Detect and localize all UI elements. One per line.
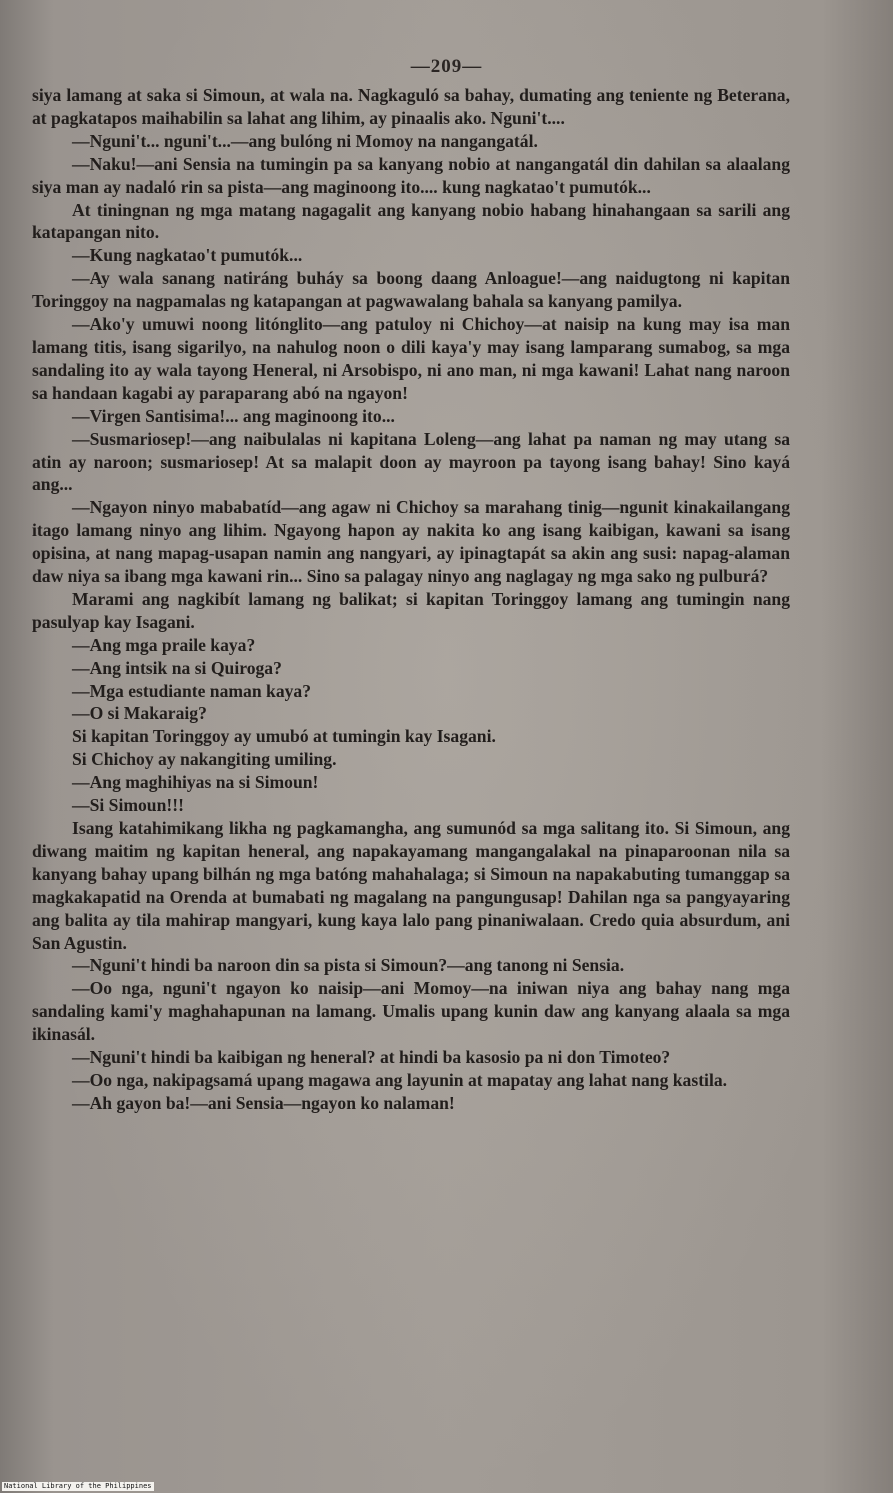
- paragraph: —Mga estudiante naman kaya?: [72, 680, 312, 701]
- page-body-text: [32, 84, 790, 1115]
- paragraph: —Ako'y umuwi noong litónglito—ang patuloy ni Chichoy—at naisip na kung may isa man lamang titis, isang sigarilyo, na nahulog noon o dili kaya'y may isang lamparang sumabog, sa mga sandaling ito ay wala tayong Heneral, ni Arsobispo, ni ano man, ni mga kawani! Lahat nang naroon sa handaan kagabi ay paraparang abó na ngayon!: [32, 314, 790, 403]
- paragraph: Marami ang nagkibít lamang ng balikat; si kapitan Toringgoy lamang ang tumingin nang pasulyap kay Isagani.: [32, 588, 790, 632]
- paragraph: —Susmariosep!—ang naibulalas ni kapitana Loleng—ang lahat pa naman ng may utang sa atin ay naroon; susmariosep! At sa malapit doon ay mayroon pa tayong isang bahay! Sino kayá ang...: [32, 428, 790, 495]
- paragraph: Si Chichoy ay nakangiting umiling.: [72, 749, 337, 770]
- paragraph: siya lamang at saka si Simoun, at wala na. Nagkaguló sa bahay, dumating ang teniente ng Beterana, at pagkatapos maihabilin sa lahat ang lihim, ay pinaalis ako. Nguni't....: [32, 85, 790, 128]
- paragraph: —Virgen Santisima!... ang maginoong ito...: [72, 405, 395, 426]
- library-credit: National Library of the Philippines: [4, 1482, 152, 1490]
- paragraph: —Ang mga praile kaya?: [72, 634, 256, 655]
- paragraph: —Si Simoun!!!: [72, 795, 184, 816]
- paragraph: —O si Makaraig?: [72, 703, 207, 724]
- paragraph: Si kapitan Toringgoy ay umubó at tumingin kay Isagani.: [72, 726, 496, 747]
- paragraph: —Nguni't... nguni't...—ang bulóng ni Momoy na nangangatál.: [72, 130, 538, 151]
- paragraph: —Naku!—ani Sensia na tumingin pa sa kanyang nobio at nangangatál din dahilan sa alaalang siya man ay nadaló rin sa pista—ang maginoong ito.... kung nagkatao't pumutók...: [32, 153, 790, 197]
- paragraph: Isang katahimikang likha ng pagkamangha, ang sumunód sa mga salitang ito. Si Simoun, ang diwang maitim ng kapitan heneral, ang napakayamang mangangalakal na pinaparoonan nila sa kanyang bahay upang bilhán ng mga batóng mahahalaga; si Simoun na napakabuting tumanggap sa magkakapatid na Orenda at bumabati ng magalang na pangungusap! Dahilan nga sa pangyayaring ang balita ay tila mahirap mangyari, kung kaya lalo pang pinaniwalaan. Credo quia absurdum, ani San Agustin.: [32, 818, 790, 953]
- paragraph: —Oo nga, nakipagsamá upang magawa ang layunin at mapatay ang lahat nang kastila.: [72, 1069, 728, 1090]
- paragraph: —Nguni't hindi ba naroon din sa pista si Simoun?—ang tanong ni Sensia.: [72, 955, 625, 976]
- paragraph: —Ay wala sanang natiráng buháy sa boong daang Anloague!—ang naidugtong ni kapitan Toringgoy na nagpamalas ng katapangan at pagwawalang bahala sa kanyang pamilya.: [32, 268, 790, 312]
- paragraph: —Ah gayon ba!—ani Sensia—ngayon ko nalaman!: [72, 1092, 455, 1113]
- paragraph: —Oo nga, nguni't ngayon ko naisip—ani Momoy—na iniwan niya ang bahay nang mga sandaling kami'y maghahapunan na lamang. Umalis upang kunin daw ang kanyang alaala sa mga ikinasál.: [32, 978, 790, 1045]
- paragraph: —Ngayon ninyo mababatíd—ang agaw ni Chichoy sa marahang tinig—ngunit kinakailangang itago lamang ninyo ang lihim. Ngayong hapon ay nakita ko ang isang kaibigan, kawani sa isang opisina, at nang mapag-usapan namin ang nangyari, ay ipinagtapát sa akin ang susi: napag-alaman daw niya sa ibang mga kawani rin... Sino sa palagay ninyo ang naglagay ng mga sako ng pulburá?: [32, 497, 790, 587]
- paragraph: At tiningnan ng mga matang nagagalit ang kanyang nobio habang hinahangaan sa sarili ang katapangan nito.: [32, 199, 790, 243]
- paragraph: —Kung nagkatao't pumutók...: [72, 245, 303, 266]
- paragraph: —Ang maghihiyas na si Simoun!: [72, 772, 319, 793]
- paragraph: —Nguni't hindi ba kaibigan ng heneral? at hindi ba kasosio pa ni don Timoteo?: [72, 1047, 671, 1068]
- paragraph: —Ang intsik na si Quiroga?: [72, 657, 282, 678]
- page-number: —209—: [410, 56, 483, 77]
